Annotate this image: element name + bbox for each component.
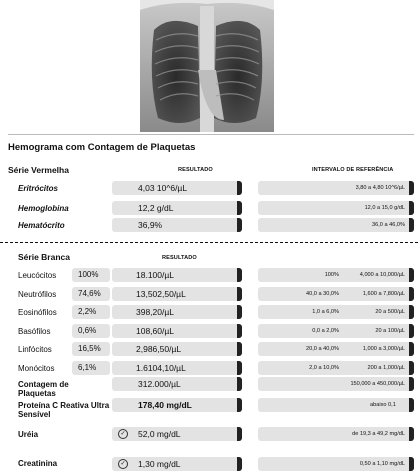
reference-box bbox=[258, 427, 414, 441]
percent-value: 16,5% bbox=[78, 344, 101, 353]
result-box bbox=[112, 268, 242, 282]
result-box bbox=[112, 201, 242, 215]
row-label: Creatinina bbox=[18, 459, 58, 468]
reference-value: abaixo 0,1 bbox=[370, 402, 396, 408]
reference-box bbox=[258, 377, 414, 391]
row-label: Monócitos bbox=[18, 364, 55, 373]
result-value: 108,60/µL bbox=[136, 326, 174, 336]
red-series-title: Série Vermelha bbox=[8, 165, 69, 175]
result-value: 1,30 mg/dL bbox=[138, 459, 181, 469]
reference-absolute: 200 a 1,000/µL bbox=[367, 365, 405, 371]
reference-box bbox=[258, 324, 414, 338]
reference-box bbox=[258, 342, 414, 356]
row-label: Neutrófilos bbox=[18, 290, 57, 299]
reference-percent: 40,0 a 30,0% bbox=[306, 291, 339, 297]
reference-value: 12,0 a 15,0 g/dL bbox=[364, 205, 405, 211]
result-value: 4,03 10^6/µL bbox=[138, 183, 188, 193]
reference-absolute: 20 a 500/µL bbox=[375, 309, 405, 315]
result-box bbox=[112, 377, 242, 391]
check-icon: ✓ bbox=[118, 459, 128, 469]
header-separator bbox=[8, 134, 414, 135]
row-label: Linfócitos bbox=[18, 345, 52, 354]
result-box bbox=[112, 457, 242, 471]
row-label: Basófilos bbox=[18, 327, 51, 336]
row-label: Proteína C Reativa Ultra Sensível bbox=[18, 401, 110, 419]
result-box bbox=[112, 218, 242, 232]
result-value: 18.100/µL bbox=[136, 270, 174, 280]
percent-value: 100% bbox=[78, 270, 99, 279]
result-box bbox=[112, 427, 242, 441]
reference-percent: 0,0 a 2,0% bbox=[312, 328, 339, 334]
result-value: 36,9% bbox=[138, 220, 163, 230]
reference-box bbox=[258, 201, 414, 215]
percent-box bbox=[72, 324, 110, 338]
white-series-title: Série Branca bbox=[18, 252, 70, 262]
reference-box bbox=[258, 361, 414, 375]
percent-value: 0,6% bbox=[78, 326, 97, 335]
result-box bbox=[112, 361, 242, 375]
reference-percent: 1,0 a 6,0% bbox=[312, 309, 339, 315]
check-icon: ✓ bbox=[118, 429, 128, 439]
row-label: Eosinófilos bbox=[18, 308, 57, 317]
reference-value: 150,000 a 450,000/µL bbox=[350, 381, 405, 387]
reference-box bbox=[258, 457, 414, 471]
result-value: 12,2 g/dL bbox=[138, 203, 174, 213]
result-box bbox=[112, 342, 242, 356]
chest-xray-image bbox=[140, 0, 274, 132]
percent-value: 74,6% bbox=[78, 289, 101, 298]
reference-box bbox=[258, 398, 414, 412]
result-value: 52,0 mg/dL bbox=[138, 429, 181, 439]
result-value: 2,986,50/µL bbox=[136, 344, 182, 354]
result-value: 312.000/µL bbox=[138, 379, 181, 389]
reference-absolute: 1,000 a 3,000/µL bbox=[362, 346, 405, 352]
result-value: 398,20/µL bbox=[136, 307, 174, 317]
percent-box bbox=[72, 361, 110, 375]
percent-box bbox=[72, 287, 110, 301]
result-box bbox=[112, 305, 242, 319]
row-label: Contagem de Plaquetas bbox=[18, 380, 69, 398]
row-label: Eritrócitos bbox=[18, 184, 59, 193]
reference-percent: 20,0 a 40,0% bbox=[306, 346, 339, 352]
result-box bbox=[112, 181, 242, 195]
reference-box bbox=[258, 287, 414, 301]
percent-box bbox=[72, 342, 110, 356]
percent-box bbox=[72, 305, 110, 319]
result-value: 1.6104,10/µL bbox=[136, 363, 186, 373]
reference-column-header: INTERVALO DE REFERÊNCIA bbox=[312, 167, 394, 173]
reference-value: 3,80 a 4,80 10^6/µL bbox=[355, 185, 405, 191]
reference-box bbox=[258, 305, 414, 319]
reference-box bbox=[258, 181, 414, 195]
reference-absolute: 1,600 a 7,800/µL bbox=[362, 291, 405, 297]
percent-value: 2,2% bbox=[78, 307, 97, 316]
section-divider bbox=[0, 242, 418, 243]
reference-value: de 19,3 a 49,2 mg/dL bbox=[352, 431, 405, 437]
white-result-column-header: RESULTADO bbox=[162, 255, 197, 261]
report-title: Hemograma com Contagem de Plaquetas bbox=[8, 142, 196, 153]
reference-percent: 2,0 a 10,0% bbox=[309, 365, 339, 371]
result-box bbox=[112, 287, 242, 301]
row-label: Hemoglobina bbox=[18, 204, 69, 213]
reference-value: 0,50 a 1,10 mg/dL bbox=[359, 461, 405, 467]
reference-value: 36,0 a 46,0% bbox=[372, 222, 405, 228]
reference-absolute: 4,000 a 10,000/µL bbox=[359, 272, 405, 278]
result-value: 13,502,50/µL bbox=[136, 289, 186, 299]
reference-box bbox=[258, 218, 414, 232]
row-label: Hematócrito bbox=[18, 221, 65, 230]
percent-box bbox=[72, 268, 110, 282]
row-label: Uréia bbox=[18, 430, 39, 439]
reference-percent: 100% bbox=[324, 272, 339, 278]
result-column-header: RESULTADO bbox=[178, 167, 213, 173]
result-box bbox=[112, 324, 242, 338]
row-label: Leucócitos bbox=[18, 271, 57, 280]
result-value: 178,40 mg/dL bbox=[138, 400, 192, 410]
reference-absolute: 20 a 100/µL bbox=[375, 328, 405, 334]
percent-value: 6,1% bbox=[78, 363, 97, 372]
result-box bbox=[112, 398, 242, 412]
reference-box bbox=[258, 268, 414, 282]
